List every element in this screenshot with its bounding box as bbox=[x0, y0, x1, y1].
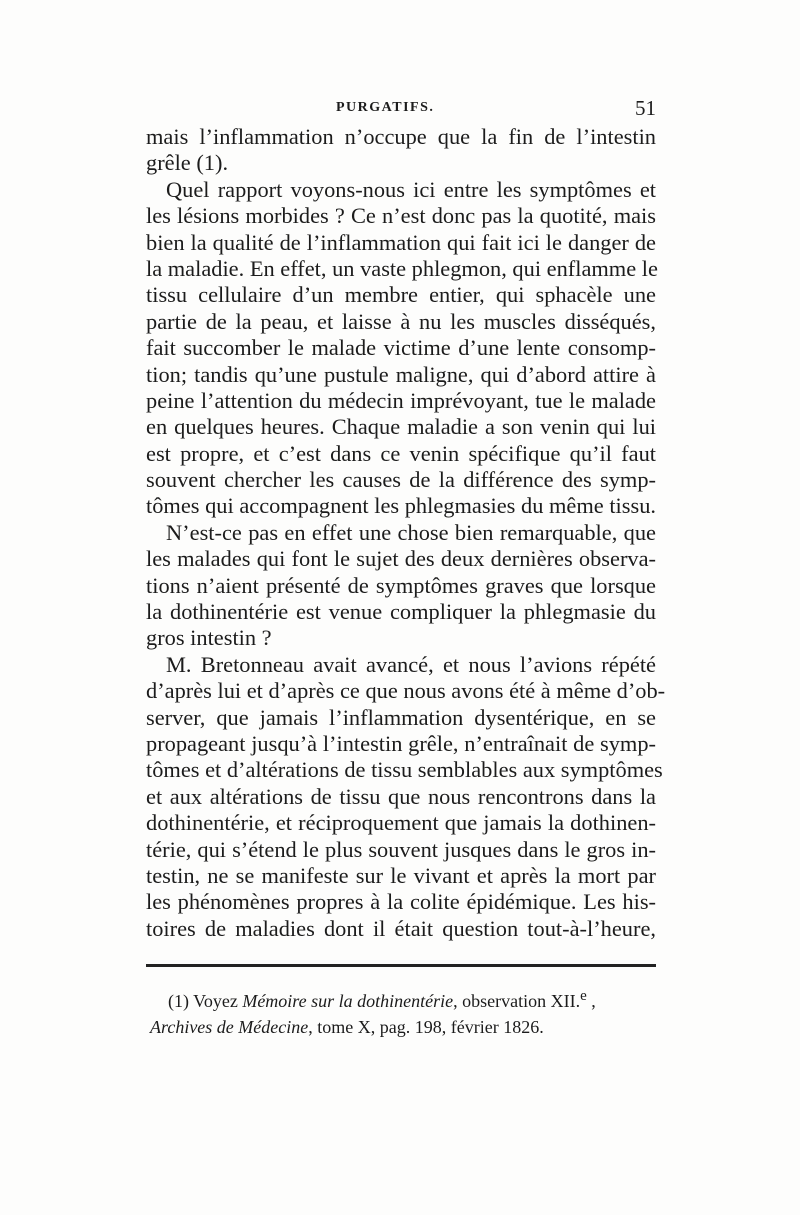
text-line: térie, qui s’étend le plus souvent jusques dans le gros in- bbox=[146, 836, 656, 862]
text-line: server, que jamais l’inflammation dysentérique, en se bbox=[146, 704, 656, 730]
text-line: toires de maladies dont il était question tout-à-l’heure, bbox=[146, 915, 656, 941]
text-line: dothinentérie, et réciproquement que jamais la dothinen- bbox=[146, 810, 656, 836]
text-line: grêle (1). bbox=[146, 150, 229, 176]
text-line: gros intestin ? bbox=[146, 625, 272, 651]
text-line: tions n’aient présenté de symptômes graves que lorsque bbox=[146, 572, 656, 598]
text-line: tissu cellulaire d’un membre entier, qui sphacèle une bbox=[146, 282, 656, 308]
text-line: d’après lui et d’après ce que nous avons été à même d’ob- bbox=[146, 678, 666, 704]
text-line: testin, ne se manifeste sur le vivant et après la mort par bbox=[146, 862, 656, 888]
text-line: la maladie. En effet, un vaste phlegmon, qui enflamme le bbox=[146, 255, 658, 281]
text-line: bien la qualité de l’inflammation qui fait ici le danger de bbox=[146, 229, 656, 255]
text-line: peine l’attention du médecin imprévoyant, tue le malade bbox=[146, 387, 656, 413]
text-line: les phénomènes propres à la colite épidémique. Les his- bbox=[146, 889, 656, 915]
text-line: mais l’inflammation n’occupe que la fin de l’intestin bbox=[146, 124, 656, 149]
footnote-text: , bbox=[586, 991, 596, 1011]
text-line: M. Bretonneau avait avancé, et nous l’avions répété bbox=[166, 651, 656, 677]
text-line: partie de la peau, et laisse à nu les muscles disséqués, bbox=[146, 308, 656, 334]
footnote-superscript: e bbox=[580, 988, 587, 1004]
text-line: est propre, et c’est dans ce venin spécifique qu’il faut bbox=[146, 440, 656, 466]
running-title: PURGATIFS. bbox=[336, 100, 435, 115]
text-line: fait succomber le malade victime d’une lente consomp- bbox=[146, 335, 656, 361]
footnote-journal: Archives de Médecine bbox=[150, 1017, 309, 1037]
footnote-text: , observation XII. bbox=[453, 991, 581, 1011]
page-header bbox=[146, 96, 656, 124]
page-number: 51 bbox=[635, 96, 656, 120]
text-line: souvent chercher les causes de la différence des symp- bbox=[146, 467, 656, 493]
text-line: en quelques heures. Chaque maladie a son venin qui lui bbox=[146, 414, 656, 440]
text-line: la dothinentérie est venue compliquer la phlegmasie du bbox=[146, 599, 656, 625]
text-line: et aux altérations de tissu que nous rencontrons dans la bbox=[146, 783, 656, 809]
footnote-divider bbox=[146, 964, 656, 967]
footnote-marker: (1) Voyez bbox=[168, 991, 243, 1011]
text-line: les lésions morbides ? Ce n’est donc pas la quotité, mais bbox=[146, 203, 656, 229]
footnote-text: , tome X, pag. 198, février 1826. bbox=[308, 1017, 544, 1037]
body-text bbox=[146, 124, 666, 942]
text-line: N’est-ce pas en effet une chose bien remarquable, que bbox=[166, 519, 656, 545]
text-line: propageant jusqu’à l’intestin grêle, n’entraînait de symp- bbox=[146, 730, 656, 756]
footnote-line bbox=[146, 983, 656, 1014]
footnote-title: Mémoire sur la dothinentérie bbox=[242, 991, 454, 1011]
footnote bbox=[146, 983, 656, 1040]
text-line: les malades qui font le sujet des deux dernières observa- bbox=[146, 546, 656, 572]
text-line: tômes qui accompagnent les phlegmasies du même tissu. bbox=[146, 493, 656, 519]
text-line: tômes et d’altérations de tissu semblables aux symptômes bbox=[146, 757, 663, 783]
text-line: Quel rapport voyons-nous ici entre les symptômes et bbox=[166, 176, 656, 202]
footnote-line bbox=[146, 1014, 656, 1040]
text-line: tion; tandis qu’une pustule maligne, qui d’abord attire à bbox=[146, 361, 656, 387]
